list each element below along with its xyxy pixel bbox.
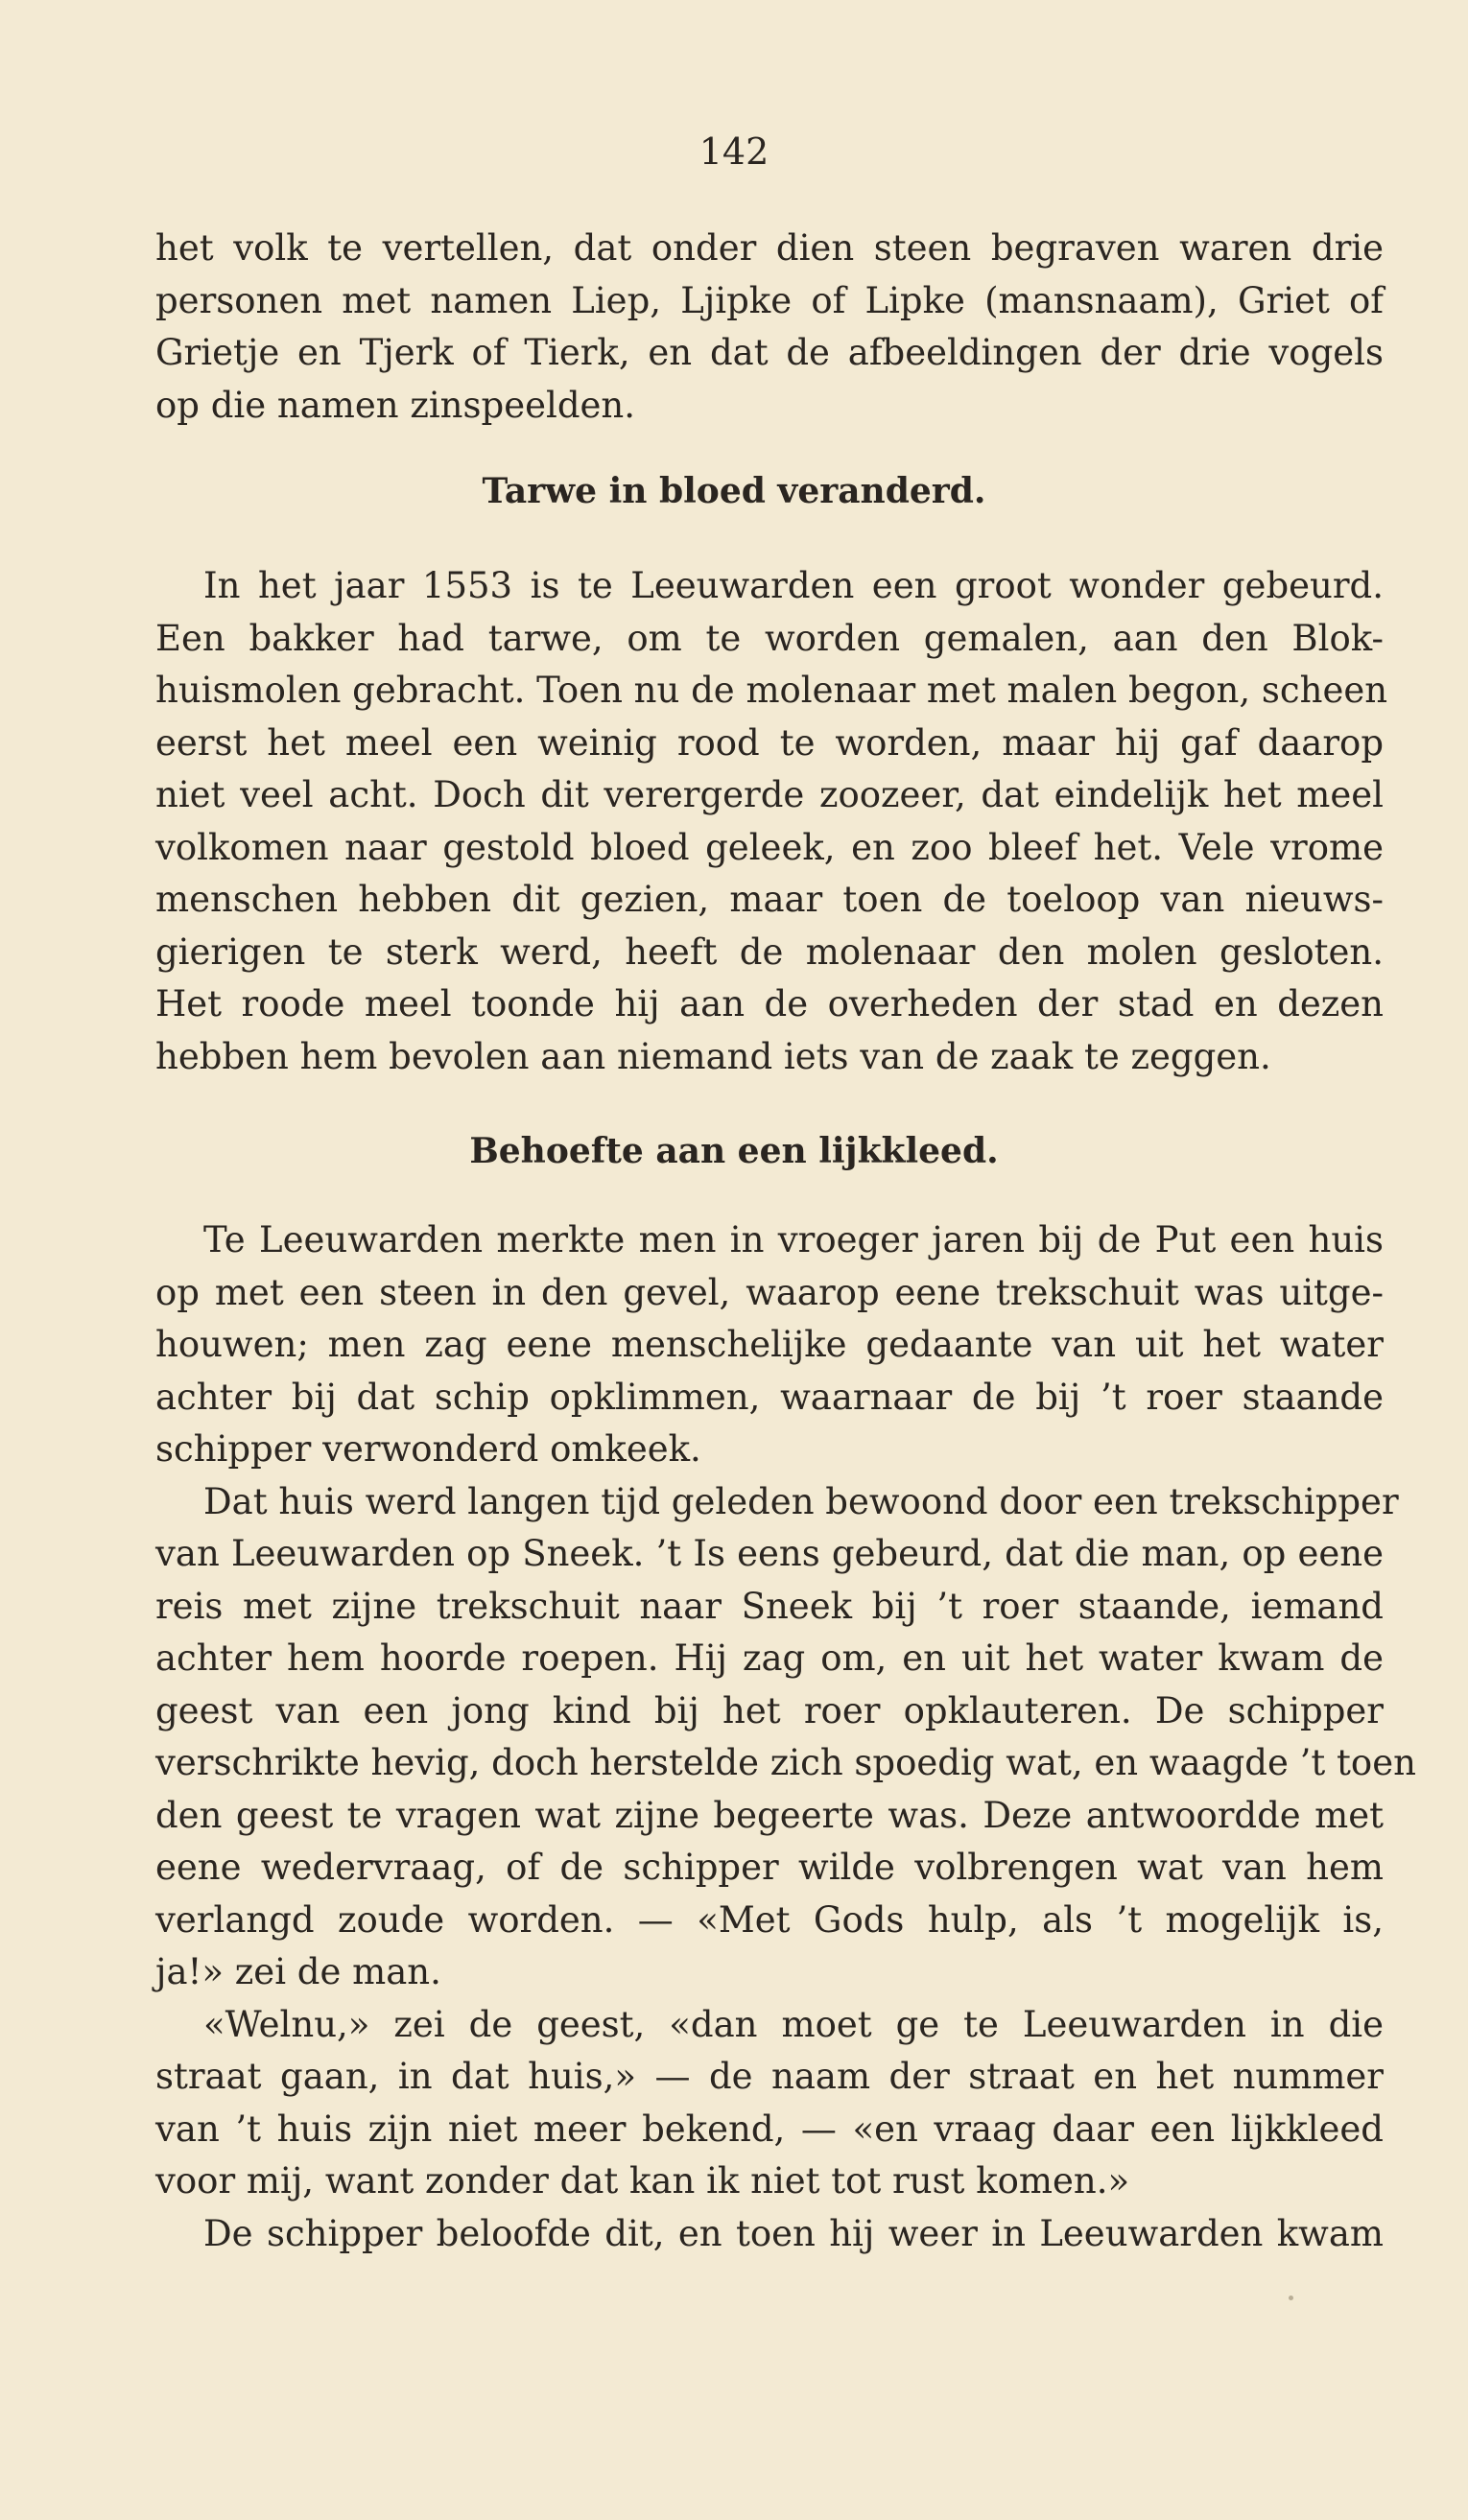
text-line: schipper verwonderd omkeek. — [155, 1428, 701, 1470]
text-line: eene wedervraag, of de schipper wilde volbrengen wat van hem — [155, 1847, 1384, 1888]
text-line: Te Leeuwarden merkte men in vroeger jaren bij de Put een huis — [203, 1219, 1384, 1260]
section-heading: Tarwe in bloed veranderd. — [482, 471, 986, 511]
text-line: achter hem hoorde roepen. Hij zag om, en uit het water kwam de — [155, 1637, 1384, 1679]
section-heading: Behoefte aan een lijkkleed. — [469, 1131, 999, 1171]
paragraph-tarwe — [155, 560, 1388, 1083]
text-line: op met een steen in den gevel, waarop eene trekschuit was uitge- — [155, 1271, 1384, 1313]
text-line: In het jaar 1553 is te Leeuwarden een groot wonder gebeurd. — [203, 565, 1384, 606]
text-line: achter bij dat schip opklimmen, waarnaar de bij ’t roer staande — [155, 1376, 1384, 1418]
text-line: reis met zijne trekschuit naar Sneek bij ’t roer staande, iemand — [155, 1585, 1384, 1627]
paper-speck — [1289, 2296, 1293, 2300]
text-line: van Leeuwarden op Sneek. ’t Is eens gebeurd, dat die man, op eene — [155, 1533, 1384, 1574]
text-line: verlangd zoude worden. — «Met Gods hulp, als ’t mogelijk is, — [155, 1898, 1384, 1941]
text-line: huismolen gebracht. Toen nu de molenaar met malen begon, scheen — [155, 670, 1388, 711]
paragraph-continuation — [155, 223, 1384, 432]
text-line: Het roode meel toonde hij aan de overheden der stad en dezen — [155, 983, 1384, 1024]
text-line: personen met namen Liep, Ljipke of Lipke (mansnaam), Griet of — [155, 279, 1384, 321]
text-line: niet veel acht. Doch dit verergerde zoozeer, dat eindelijk het meel — [155, 774, 1384, 815]
text-line: De schipper beloofde dit, en toen hij weer in Leeuwarden kwam — [203, 2212, 1384, 2254]
text-line: volkomen naar gestold bloed geleek, en zoo bleef het. Vele vrome — [155, 826, 1384, 868]
text-line: eerst het meel een weinig rood te worden, maar hij gaf daarop — [155, 721, 1384, 764]
text-line: op die namen zinspeelden. — [155, 384, 635, 426]
text-line: «Welnu,» zei de geest, «dan moet ge te Leeuwarden in die — [203, 2003, 1384, 2045]
text-line: geest van een jong kind bij het roer opklauteren. De schipper — [155, 1689, 1384, 1731]
text-line: menschen hebben dit gezien, maar toen de toeloop van nieuws- — [155, 879, 1384, 920]
text-line: houwen; men zag eene menschelijke gedaante van uit het water — [155, 1324, 1384, 1365]
text-line: ja!» zei de man. — [155, 1951, 441, 1992]
text-line: den geest te vragen wat zijne begeerte was. Deze antwoordde met — [155, 1794, 1384, 1836]
text-line: verschrikte hevig, doch herstelde zich spoedig wat, en waagde ’t toen — [155, 1742, 1416, 1783]
text-line: Een bakker had tarwe, om te worden gemalen, aan den Blok- — [155, 617, 1384, 659]
text-line: van ’t huis zijn niet meer bekend, — «en vraag daar een lijkkleed — [155, 2108, 1384, 2150]
text-line: Grietje en Tjerk of Tierk, en dat de afbeeldingen der drie vogels — [155, 332, 1384, 373]
text-line: Dat huis werd langen tijd geleden bewoond door een trekschipper — [203, 1480, 1399, 1522]
text-line: gierigen te sterk werd, heeft de molenaar den molen gesloten. — [155, 930, 1384, 973]
text-line: hebben hem bevolen aan niemand iets van de zaak te zeggen. — [155, 1035, 1271, 1077]
paragraph-lijkkleed — [155, 1214, 1416, 2260]
text-line: straat gaan, in dat huis,» — de naam der straat en het nummer — [155, 2056, 1384, 2097]
page-number: 142 — [698, 130, 770, 173]
text-line: voor mij, want zonder dat kan ik niet tot rust komen.» — [155, 2160, 1130, 2202]
text-line: het volk te vertellen, dat onder dien steen begraven waren drie — [155, 227, 1384, 269]
